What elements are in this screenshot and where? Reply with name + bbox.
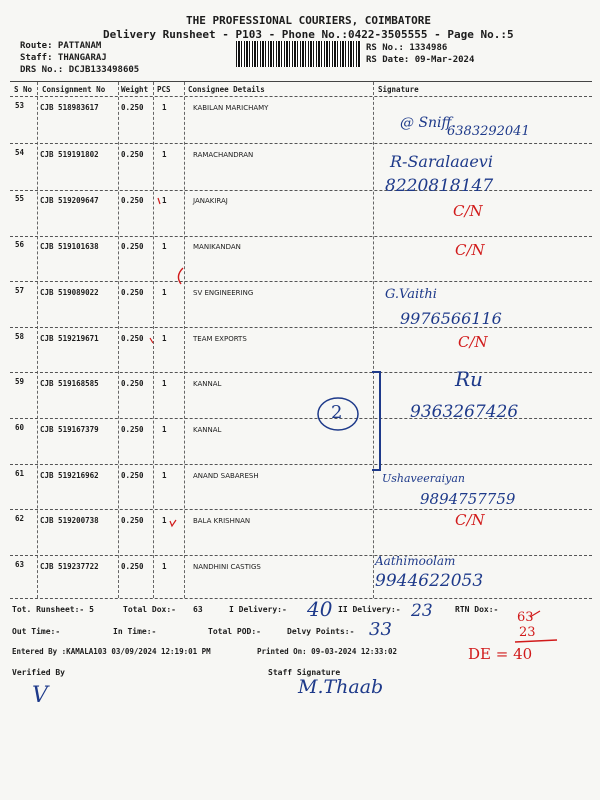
row-consignment: CJB 519219671	[40, 334, 99, 343]
in-time: In Time:-	[113, 627, 157, 636]
total-dox-value: 63	[193, 605, 203, 614]
row-pcs: 1	[162, 242, 167, 251]
calc-total: 63	[517, 610, 534, 625]
row-sno: 63	[15, 560, 25, 569]
route: Route: PATTANAM	[20, 41, 102, 51]
row-consignee: TEAM EXPORTS	[193, 335, 247, 343]
col-sno: S No	[14, 85, 33, 94]
row-consignment: CJB 519200738	[40, 516, 99, 525]
row-sno: 59	[15, 377, 25, 386]
row-weight: 0.250	[121, 150, 144, 159]
col-consignee: Consignee Details	[188, 85, 265, 94]
row-consignee: ANAND SABARESH	[193, 472, 259, 480]
row-pcs: 1	[162, 516, 167, 525]
rs-number: RS No.: 1334986	[366, 43, 448, 53]
row-consignee: KANNAL	[193, 426, 222, 434]
row-pcs: 1	[162, 103, 167, 112]
row-consignment: CJB 519101638	[40, 242, 99, 251]
signature-9-phone: 9894757759	[420, 490, 516, 508]
calc-second: 23	[519, 625, 536, 640]
staff-signature: M.Thaab	[298, 676, 384, 698]
row-sno: 53	[15, 101, 25, 110]
row-sno: 60	[15, 423, 25, 432]
signature-7-name: Ru	[455, 367, 483, 391]
row-weight: 0.250	[121, 103, 144, 112]
signature-1-name: @ Sniff.	[400, 115, 456, 131]
row-pcs: 1	[162, 562, 167, 571]
row-pcs: 1	[162, 425, 167, 434]
calc-de: DE = 40	[468, 645, 533, 663]
printed-on: Printed On: 09-03-2024 12:33:02	[257, 647, 397, 656]
verified-mark: V	[32, 683, 48, 708]
signature-11-name: Aathimoolam	[375, 554, 456, 568]
cn-mark-1: C/N	[453, 202, 483, 220]
ii-delivery-value: 23	[411, 601, 433, 621]
row-pcs: 1	[162, 288, 167, 297]
row-pcs: 1	[162, 379, 167, 388]
row-weight: 0.250	[121, 425, 144, 434]
rs-date: RS Date: 09-Mar-2024	[366, 55, 475, 65]
row-sno: 56	[15, 240, 25, 249]
row-weight: 0.250	[121, 288, 144, 297]
row-weight: 0.250	[121, 242, 144, 251]
row-sno: 58	[15, 332, 25, 341]
row-consignee: MANIKANDAN	[193, 243, 241, 251]
row-consignment: CJB 519216962	[40, 471, 99, 480]
signature-11-phone: 9944622053	[375, 571, 484, 591]
tot-runsheet: Tot. Runsheet:- 5	[12, 605, 94, 614]
total-dox-label: Total Dox:-	[123, 605, 176, 614]
cn-mark-4: C/N	[455, 511, 485, 529]
cn-mark-3: C/N	[458, 333, 488, 351]
signature-1-phone: 6383292041	[447, 124, 530, 139]
delvy-points-label: Delvy Points:-	[287, 627, 355, 636]
row-consignment: CJB 519089022	[40, 288, 99, 297]
col-consignment: Consignment No	[42, 85, 106, 94]
circled-number: 2	[331, 402, 343, 423]
row-weight: 0.250	[121, 471, 144, 480]
row-pcs: 1	[162, 334, 167, 343]
row-pcs: 1	[162, 471, 167, 480]
rtn-dox-label: RTN Dox:-	[455, 605, 499, 614]
staff: Staff: THANGARAJ	[20, 53, 107, 63]
row-pcs: 1	[162, 150, 167, 159]
col-pcs: PCS	[157, 85, 171, 94]
drs-number: DRS No.: DCJB133498605	[20, 65, 140, 75]
company-title: THE PROFESSIONAL COURIERS, COIMBATORE	[186, 14, 432, 27]
ii-delivery-label: II Delivery:-	[338, 605, 401, 614]
cn-mark-2: C/N	[455, 241, 485, 259]
row-consignment: CJB 519191802	[40, 150, 99, 159]
row-weight: 0.250	[121, 196, 144, 205]
row-consignee: KANNAL	[193, 380, 222, 388]
signature-2-name: R-Saralaaevi	[390, 152, 493, 171]
delvy-points-value: 33	[369, 619, 392, 640]
row-consignee: SV ENGINEERING	[193, 289, 254, 297]
row-consignment: CJB 519237722	[40, 562, 99, 571]
row-sno: 55	[15, 194, 25, 203]
row-sno: 62	[15, 514, 25, 523]
row-consignee: JANAKIRAJ	[193, 197, 228, 205]
row-sno: 54	[15, 148, 25, 157]
col-signature: Signature	[378, 85, 419, 94]
entered-by: Entered By :KAMALA103 03/09/2024 12:19:01 PM	[12, 647, 211, 656]
signature-5-phone: 9976566116	[400, 309, 502, 328]
signature-5-name: G.Vaithi	[385, 287, 437, 302]
row-consignment: CJB 518983617	[40, 103, 99, 112]
signature-2-phone: 8220818147	[385, 176, 494, 196]
row-weight: 0.250	[121, 379, 144, 388]
col-weight: Weight	[121, 85, 149, 94]
row-weight: 0.250	[121, 334, 144, 343]
row-sno: 61	[15, 469, 25, 478]
row-consignee: KABILAN MARICHAMY	[193, 104, 269, 112]
row-consignment: CJB 519167379	[40, 425, 99, 434]
row-consignee: NANDHINI CASTIGS	[193, 563, 261, 571]
row-weight: 0.250	[121, 562, 144, 571]
signature-7-phone: 9363267426	[410, 402, 519, 422]
out-time: Out Time:-	[12, 627, 61, 636]
verified-by: Verified By	[12, 668, 65, 677]
row-pcs: 1	[162, 196, 167, 205]
row-consignment: CJB 519209647	[40, 196, 99, 205]
row-consignee: RAMACHANDRAN	[193, 151, 254, 159]
row-sno: 57	[15, 286, 25, 295]
runsheet-title: Delivery Runsheet - P103 - Phone No.:0422-3505555 - Page No.:5	[103, 28, 514, 41]
i-delivery-value: 40	[307, 597, 333, 621]
total-pod: Total POD:-	[208, 627, 261, 636]
row-consignee: BALA KRISHNAN	[193, 517, 251, 525]
signature-9-name: Ushaveeraiyan	[382, 472, 465, 485]
row-weight: 0.250	[121, 516, 144, 525]
i-delivery-label: I Delivery:-	[229, 605, 287, 614]
staff-signature-label: Staff Signature	[268, 668, 341, 677]
row-consignment: CJB 519168585	[40, 379, 99, 388]
